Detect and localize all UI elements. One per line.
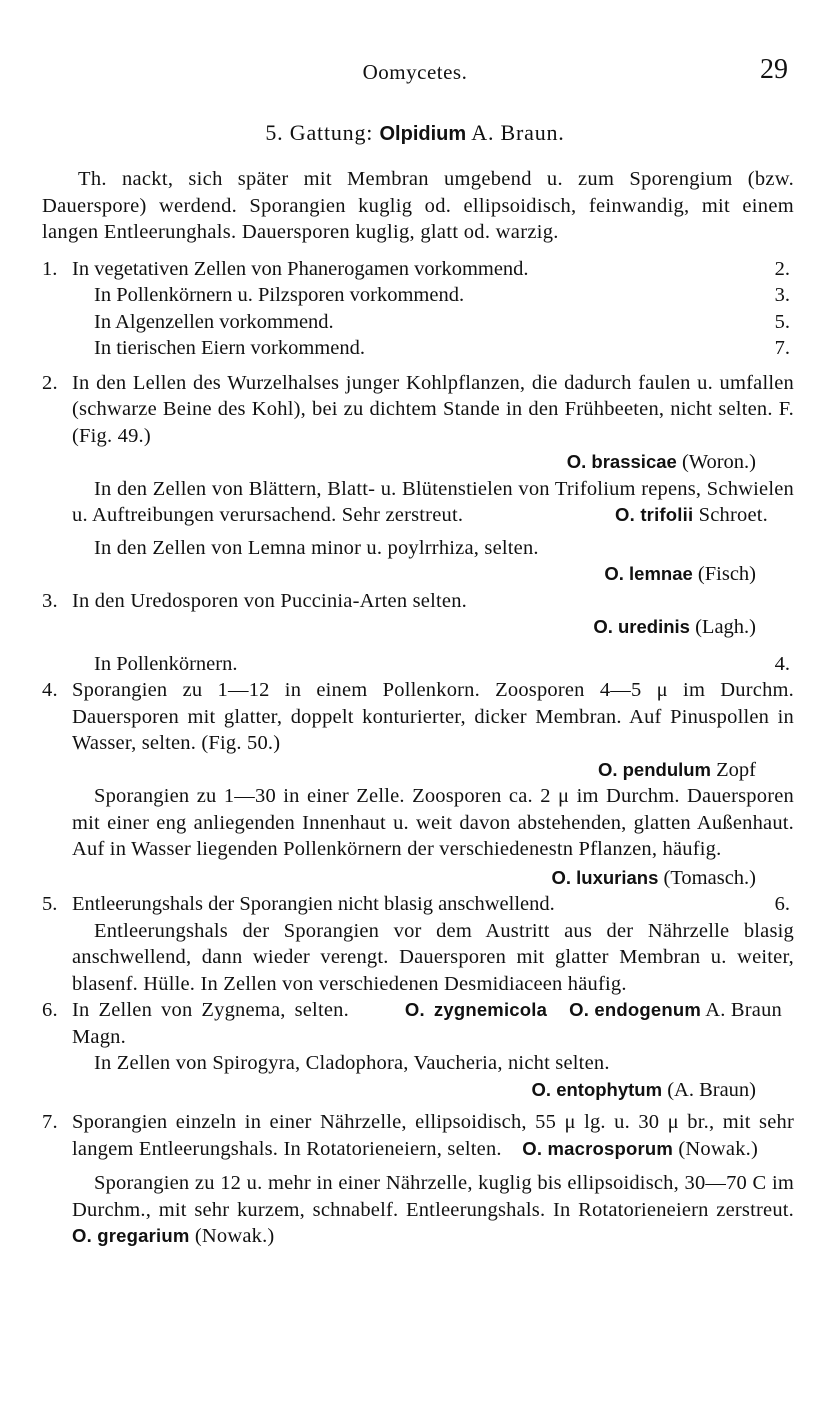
species-author: (Woron.) bbox=[681, 451, 756, 473]
key-lead bbox=[42, 370, 794, 450]
genus-author: A. Braun. bbox=[471, 120, 565, 145]
species-line bbox=[42, 561, 794, 588]
key-lead bbox=[42, 535, 794, 562]
species-name: O. entophytum bbox=[531, 1078, 663, 1100]
species-line bbox=[42, 757, 794, 784]
lead-text: In Pollenkörnern. bbox=[94, 652, 238, 675]
species-author: Magn. bbox=[72, 1025, 126, 1048]
species-name: O. brassicae bbox=[566, 451, 677, 472]
species-name: O. zygnemicola bbox=[404, 999, 548, 1020]
key-lead bbox=[42, 1050, 794, 1077]
key-lead bbox=[42, 891, 794, 918]
genus-heading bbox=[0, 120, 830, 146]
lead-reference: 7. bbox=[774, 337, 790, 359]
lead-text: In tierischen Eiern vorkommend. bbox=[94, 337, 365, 359]
couplet-number: 3. bbox=[42, 589, 58, 612]
lead-text: Sporangien zu 1—12 in einem Pollenkorn. Zoosporen 4—5 μ im Durchm. Dauersporen mit glatter, doppelt konturierter, dicker Membran. Auf Pinuspollen in Wasser, selten. (Fig. 50.) bbox=[72, 679, 794, 754]
species-author: (Nowak.) bbox=[678, 1137, 758, 1160]
lead-text: In Zellen von Spirogyra, Cladophora, Vaucheria, nicht selten. bbox=[94, 1052, 610, 1074]
key-lead bbox=[42, 651, 794, 678]
couplet-number: 5. bbox=[42, 893, 58, 915]
couplet-number: 1. bbox=[42, 257, 58, 280]
lead-reference: 3. bbox=[774, 284, 790, 306]
key-body bbox=[42, 166, 794, 1250]
key-lead bbox=[42, 476, 794, 529]
couplet-number: 4. bbox=[42, 679, 58, 701]
lead-reference: 2. bbox=[774, 257, 790, 280]
species-name: O. pendulum bbox=[597, 758, 712, 780]
species-author: (Tomasch.) bbox=[663, 866, 756, 889]
lead-reference: 4. bbox=[774, 652, 790, 675]
running-title: Oomycetes. bbox=[362, 60, 468, 84]
species-author: (Lagh.) bbox=[695, 616, 756, 638]
key-lead bbox=[42, 997, 794, 1050]
species-line bbox=[42, 449, 794, 476]
lead-text: Sporangien zu 12 u. mehr in einer Nährzelle, kuglig bis ellipsoidisch, 30—70 C im Durchm., mit sehr kurzem, schnabelf. Entleerungshals. In Rotatorieneiern zerstreut. O. gregarium (Nowak.) bbox=[72, 1172, 794, 1247]
key-lead bbox=[42, 282, 794, 309]
species-name: O. trifolii bbox=[615, 504, 694, 525]
key-lead bbox=[42, 1170, 794, 1250]
key-lead bbox=[42, 256, 794, 283]
page-number: 29 bbox=[760, 54, 788, 85]
species-author: A. Braun bbox=[705, 999, 782, 1021]
lead-text: Sporangien zu 1—30 in einer Zelle. Zoosporen ca. 2 μ im Durchm. Dauersporen mit einer eng anliegenden Innenhaut u. weit davon abstehenden, glatten Außenhaut. Auf in Wasser liegenden Pollenkörnern der verschiedenestn Pflanzen, häufig. bbox=[72, 785, 794, 860]
genus-description: Th. nackt, sich später mit Membran umgebend u. zum Sporengium (bzw. Dauerspore) werdend. Sporangien kuglig od. ellipsoidisch, feinwandig, mit einem langen Entleerunghals. Dauersporen kuglig, glatt od. warzig. bbox=[42, 168, 794, 243]
species-author: Schroet. bbox=[698, 504, 768, 526]
lead-text: In den Lellen des Wurzelhalses junger Kohlpflanzen, die dadurch faulen u. umfallen (schwarze Beine des Kohl), bei zu dichtem Stande in den Frühbeeten, nicht selten. F. (Fig. 49.) bbox=[72, 371, 794, 447]
species-name: O. endogenum bbox=[569, 999, 702, 1020]
page-header bbox=[0, 56, 830, 88]
species-line bbox=[42, 614, 794, 641]
species-name: O. gregarium bbox=[72, 1225, 190, 1246]
lead-text: In Algenzellen vorkommend. bbox=[94, 310, 334, 333]
lead-text: In Zellen von Zygnema, selten. O. zygnemicola Magn. bbox=[72, 999, 548, 1048]
lead-text: In Pollenkörnern u. Pilzsporen vorkommend. bbox=[94, 284, 465, 306]
species-author: Zopf bbox=[716, 758, 756, 781]
lead-text: In den Uredosporen von Puccinia-Arten selten. bbox=[72, 589, 467, 612]
key-lead bbox=[42, 783, 794, 863]
key-lead bbox=[42, 1109, 794, 1162]
lead-text: In den Zellen von Lemna minor u. poylrrhiza, selten. bbox=[94, 536, 539, 559]
species-author: (Nowak.) bbox=[194, 1225, 275, 1247]
key-lead bbox=[42, 335, 794, 362]
lead-reference: 5. bbox=[774, 310, 790, 333]
lead-text: In vegetativen Zellen von Phanerogamen vorkommend. bbox=[72, 257, 529, 280]
key-lead bbox=[42, 309, 794, 336]
species-name: O. uredinis bbox=[593, 616, 690, 637]
key-lead bbox=[42, 588, 794, 615]
species-line bbox=[42, 865, 794, 892]
heading-prefix: 5. Gattung: bbox=[265, 120, 374, 145]
lead-text: Sporangien einzeln in einer Nährzelle, ellipsoidisch, 55 μ lg. u. 30 μ br., mit sehr langem Entleerungshals. In Rotatorieneiern, selten. O. macrosporum (Nowak.) bbox=[72, 1111, 794, 1160]
lead-reference: 6. bbox=[774, 893, 790, 915]
couplet-number: 2. bbox=[42, 371, 58, 394]
lead-text: Entleerungshals der Sporangien nicht blasig anschwellend. bbox=[72, 893, 555, 915]
species-author: (Fisch) bbox=[697, 563, 756, 585]
species-name: O. macrosporum bbox=[522, 1137, 674, 1159]
lead-text: Entleerungshals der Sporangien vor dem Austritt aus der Nährzelle blasig anschwellend, dann wieder verengt. Dauersporen mit glatter Membran u. weiter, blasenf. Hülle. In Zellen von verschiedenen Desmidiaceen häufig. O. endogenum A. Braun bbox=[72, 919, 794, 1021]
key-lead bbox=[42, 677, 794, 757]
genus-name: Olpidium bbox=[379, 123, 467, 145]
species-line bbox=[42, 1077, 794, 1104]
species-name: O. lemnae bbox=[604, 563, 693, 584]
species-name: O. luxurians bbox=[551, 866, 659, 888]
species-author: (A. Braun) bbox=[667, 1078, 756, 1101]
lead-text: In den Zellen von Blättern, Blatt- u. Blütenstielen von Trifolium repens, Schwielen u. Auftreibungen verursachend. Sehr zerstreut. O. trifolii Schroet. bbox=[72, 477, 794, 526]
couplet-number: 7. bbox=[42, 1111, 58, 1133]
couplet-number: 6. bbox=[42, 999, 58, 1021]
